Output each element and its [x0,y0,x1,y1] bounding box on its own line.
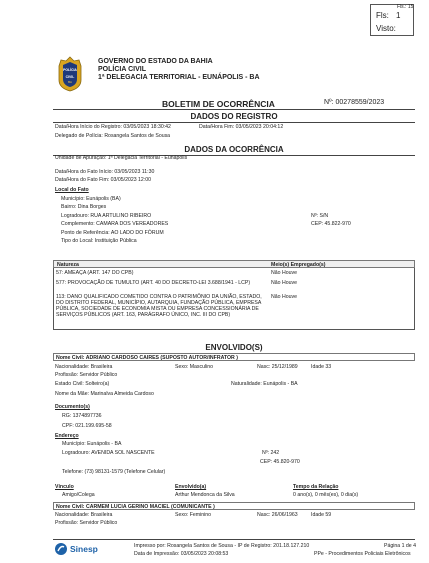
documentos-heading: Documento(s) [55,404,90,410]
envolvido-2-nasc: Nasc: 26/06/1963 [257,512,298,518]
natureza-row-2: 577: PROVOCAÇÃO DE TUMULTO (ART. 40 DO DECRETO-LEI 3.688/1941 - LCP) [56,280,251,286]
bo-number: Nº: 00278559/2023 [324,99,385,106]
envolvido-2-profissao: Profissão: Servidor Público [55,520,118,526]
envolvido-1-logradouro: Logradouro: AVENIDA SOL NASCENTE [62,450,155,456]
envolvido-2-idade: Idade 59 [311,512,332,518]
header-police: POLÍCIA CIVIL [98,66,146,73]
sinesp-logo [54,542,100,556]
envolvido-1-idade: Idade 33 [311,364,332,370]
header-delegacia: 1ª DELEGACIA TERRITORIAL - EUNÁPOLIS - BA [98,74,260,81]
local-municipio: Município: Eunápolis (BA) [61,196,121,202]
envolvido-1-profissao: Profissão: Servidor Público [55,372,118,378]
footer-impresso: Impresso por: Rosangela Santos de Sousa - IP de Registro: 201.18.127.210 [134,543,310,549]
envolvidos-heading: ENVOLVIDO(S) [205,343,263,352]
vinculo-value: Amigo/Colega [62,492,95,498]
local-numero: Nº: S/N [311,213,329,219]
meio-row-1: Não Houve [271,270,297,276]
envolvido-1-estado-civil: Estado Civil: Solteiro(a) [55,381,110,387]
envolvido-1-nasc: Nasc: 25/12/1989 [257,364,298,370]
envolvido-2-name-row [53,502,415,510]
police-badge-icon [57,56,83,92]
tempo-value: 0 ano(s), 0 mês(es), 0 dia(s) [293,492,359,498]
folio-label: Fls: [376,11,389,20]
unidade-apuracao: Unidade de Apuração: 1ª Delegacia Territorial - Eunápolis [55,155,188,161]
col-meio: Meio(s) Empregado(s) [271,261,326,268]
sinesp-logo-text: Sinesp [70,544,98,554]
footer-sistema: PPe - Procedimentos Policiais Eletrônicos [314,551,411,557]
footer-pagina: Página 1 de 4 [384,543,417,549]
endereco-heading: Endereço [55,433,79,439]
envolvido-2-nome: Nome Civil: CARMEM LUCIA GERINO MACIEL (COMUNICANTE ) [56,503,215,510]
envolvido-1-sexo: Sexo: Masculino [175,364,214,370]
local-heading: Local do Fato [55,187,89,193]
envolvido-1-numero: Nº: 242 [262,450,280,456]
registro-delegado: Delegado de Polícia: Rosangela Santos de Sousa [55,133,171,139]
footer-rule [53,539,415,540]
fato-inicio: Data/Hora do Fato Início: 03/05/2023 11:30 [55,169,155,175]
envolvido-1-municipio: Município: Eunápolis - BA [62,441,122,447]
local-tipo: Tipo do Local: Instituição Pública [61,238,137,244]
fato-fim: Data/Hora do Fato Fim: 03/05/2023 12:00 [55,177,152,183]
envolvido-1-rg: RG: 1374897736 [62,413,102,419]
envolvido-1-cpf: CPF: 021.199.695-58 [62,423,112,429]
naturezas-header [53,260,415,268]
local-logradouro: Logradouro: RUA ARTULINO RIBEIRO [61,213,152,219]
col-vinculo: Vínculo [55,484,74,490]
header-government: GOVERNO DO ESTADO DA BAHIA [98,58,213,65]
folio-value: 1 [396,11,401,20]
col-natureza: Natureza [57,261,79,268]
badge-bottom-text: CIVIL [65,75,75,79]
local-bairro: Bairro: Dina Borges [61,204,107,210]
envolvido-1-telefone: Telefone: (73) 98131-1579 (Telefone Celular) [62,469,166,475]
local-cep: CEP: 45.822-970 [311,221,351,227]
meio-row-2: Não Houve [271,280,297,286]
col-tempo: Tempo da Relação [293,484,339,490]
envolvido-2-sexo: Sexo: Feminino [175,512,212,518]
envolvido-value: Arthur Mendonca da Silva [175,492,235,498]
registro-heading: DADOS DO REGISTRO [190,112,278,121]
envolvido-1-naturalidade: Naturalidade: Eunápolis - BA [231,381,298,387]
local-complemento: Complemento: CAMARA DOS VEREADORES [61,221,169,227]
footer-data: Data de Impressão: 03/05/2023 20:08:53 [134,551,229,557]
meio-row-3: Não Houve [271,294,297,300]
ocorrencia-heading: DADOS DA OCORRÊNCIA [184,145,284,154]
folio-number: Fls.: 15 [397,4,414,10]
envolvido-2-nacionalidade: Nacionalidade: Brasileira [55,512,113,518]
envolvido-1-nacionalidade: Nacionalidade: Brasileira [55,364,113,370]
registro-rule [53,122,415,123]
local-referencia: Ponto de Referência: AO LADO DO FÓRUM [61,230,164,236]
registro-inicio: Data/Hora Início do Registro: 03/05/2023 18:30:42 [55,124,171,130]
title-rule [53,109,415,110]
col-envolvido: Envolvido(a) [175,484,207,490]
envolvido-1-mae: Nome da Mãe: Marinalva Almeida Cardoso [55,391,154,397]
envolvido-1-nome: Nome Civil: ADRIANO CARDOSO CAIRES (SUPOSTO AUTOR/INFRATOR ) [56,354,238,361]
visto-label: Visto: [376,24,396,33]
envolvido-1-cep: CEP: 45.820-970 [260,459,300,465]
natureza-row-1: 57: AMEAÇA (ART. 147 DO CPB) [56,270,134,276]
badge-top-text: POLÍCIA [63,68,77,72]
natureza-row-3: 113: DANO QUALIFICADO COMETIDO CONTRA O PATRIMÔNIO DA UNIÃO, ESTADO, DO DISTRITO FEDERAL, MUNICÍPIO, AUTARQUIA, FUNDAÇÃO PÚBLICA, EMPRESA PÚBLICA, SOCIEDADE DE ECONOMIA MISTA OU EMPRESA CONCESSIONÁRIA DE SERVIÇOS PÚBLICOS (ART. 163, PARÁGRAFO ÚNICO, INC. III DO CPB) [56,294,262,319]
registro-fim: Data/Hora Fim: 03/05/2023 20:04:12 [199,124,284,130]
envolvido-1-name-row [53,353,415,361]
document-title: BOLETIM DE OCORRÊNCIA [162,99,275,109]
badge-sub-text: BA [68,80,72,84]
